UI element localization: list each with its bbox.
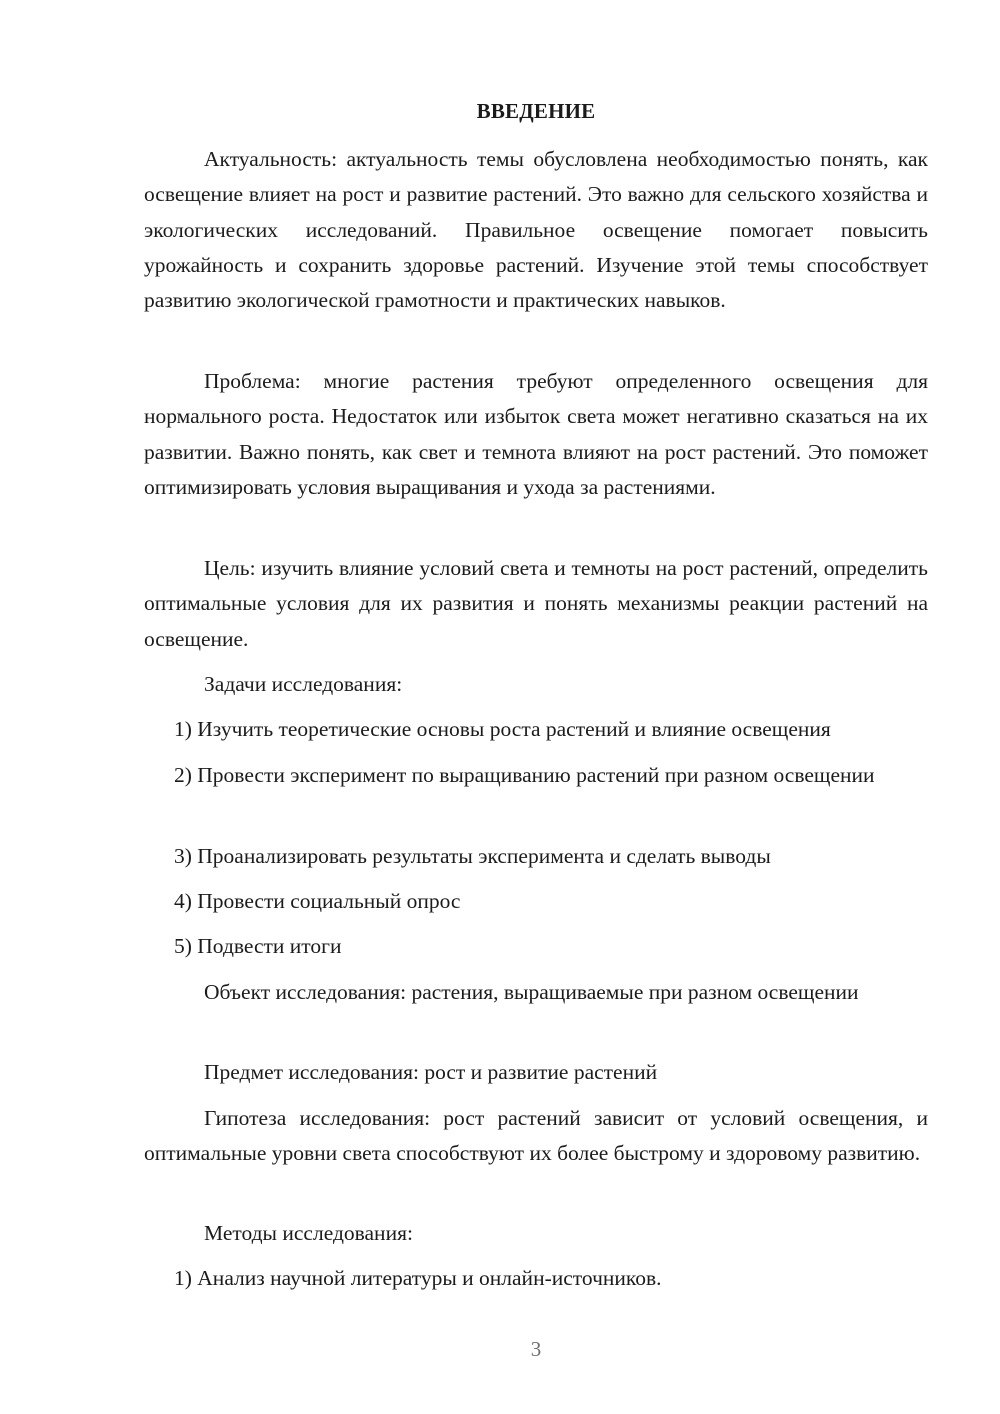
- page-title: ВВЕДЕНИЕ: [476, 99, 596, 123]
- problem-paragraph: Проблема: многие растения требуют определенного освещения для нормального роста. Недостаток или избыток света может негативно сказаться на их развитии. Важно понять, как свет и темнота влияют на рост растений. Это поможет оптимизировать условия выращивания и ухода за растениями.: [144, 369, 928, 499]
- task-item-4: 4) Провести социальный опрос: [174, 889, 461, 913]
- relevance-paragraph: Актуальность: актуальность темы обусловлена необходимостью понять, как освещение влияет на рост и развитие растений. Это важно для сельского хозяйства и экологических исследований. Правильное освещение помогает повысить урожайность и сохранить здоровье растений. Изучение этой темы способствует развитию экологической грамотности и практических навыков.: [144, 147, 928, 313]
- hypothesis-paragraph: Гипотеза исследования: рост растений зависит от условий освещения, и оптимальные уровни света способствуют их более быстрому и здоровому развитию.: [144, 1106, 928, 1166]
- method-item-1: 1) Анализ научной литературы и онлайн-источников.: [174, 1266, 662, 1290]
- tasks-heading: Задачи исследования:: [204, 672, 403, 696]
- task-item-1: 1) Изучить теоретические основы роста растений и влияние освещения: [174, 717, 831, 741]
- task-item-5: 5) Подвести итоги: [174, 934, 342, 958]
- object-paragraph: Объект исследования: растения, выращиваемые при разном освещении: [204, 980, 859, 1004]
- task-item-2: 2) Провести эксперимент по выращиванию растений при разном освещении: [174, 763, 875, 787]
- subject-paragraph: Предмет исследования: рост и развитие растений: [204, 1060, 658, 1084]
- page-number: 3: [530, 1337, 542, 1361]
- goal-paragraph: Цель: изучить влияние условий света и темноты на рост растений, определить оптимальные условия для их развития и понять механизмы реакции растений на освещение.: [144, 556, 928, 651]
- methods-heading: Методы исследования:: [204, 1221, 413, 1245]
- task-item-3: 3) Проанализировать результаты эксперимента и сделать выводы: [174, 844, 771, 868]
